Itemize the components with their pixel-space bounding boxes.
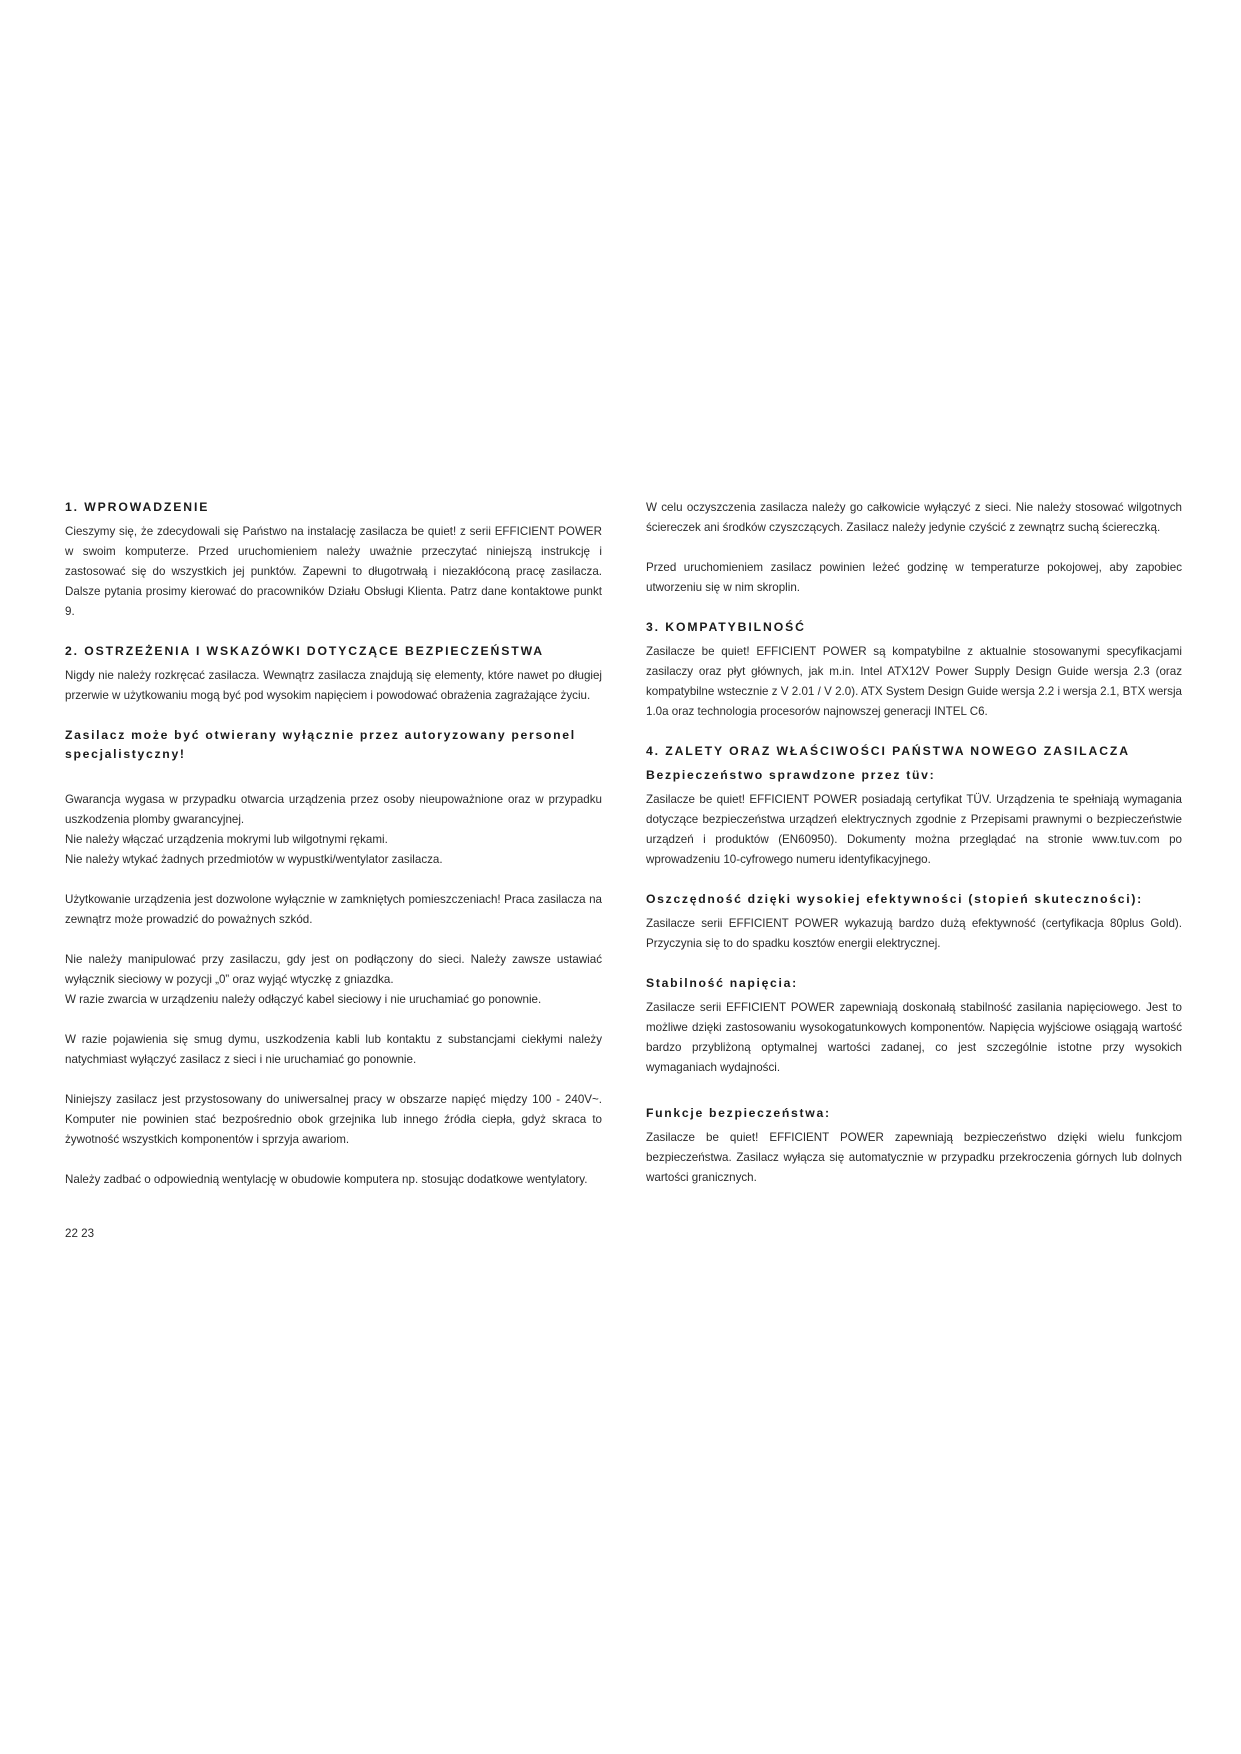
safety-functions-heading: Funkcje bezpieczeństwa:: [646, 1106, 831, 1120]
section-3-title: 3. KOMPATYBILNOŚĆ: [646, 620, 806, 634]
ventilation-paragraph: Należy zadbać o odpowiednią wentylację w obudowie komputera np. stosując dodatkowe wentylatory.: [65, 1173, 588, 1186]
short-circuit-paragraph: W razie zwarcia w urządzeniu należy odłączyć kabel sieciowy i nie uruchamiać go ponownie.: [65, 993, 542, 1006]
compatibility-paragraph: Zasilacze be quiet! EFFICIENT POWER są kompatybilne z aktualnie stosowanymi specyfikacjami zasilaczy oraz płyt głównych, jak m.in. Intel ATX12V Power Supply Design Guide wersja 2.3 (oraz kompatybilne wstecznie z V 2.01 / V 2.0). ATX System Design Guide wersja 2.2 i wersja 2.1, BTX wersja 1.0a oraz technologia procesorów najnowszej generacji INTEL C6.: [646, 645, 1182, 718]
disconnect-paragraph: Nie należy manipulować przy zasilaczu, gdy jest on podłączony do sieci. Należy zawsze ustawiać wyłącznik sieciowy w pozycji „0” oraz wyjąć wtyczkę z gniazdka.: [65, 953, 602, 986]
voltage-paragraph: Niniejszy zasilacz jest przystosowany do uniwersalnej pracy w obszarze napięć między 100 - 240V~. Komputer nie powinien stać bezpośrednio obok grzejnika lub innego źródła ciepła, gdyż skraca to żywotność wszystkich komponentów i sprzyja awariom.: [65, 1093, 602, 1146]
warranty-paragraph: Gwarancja wygasa w przypadku otwarcia urządzenia przez osoby nieupoważnione oraz w przypadku uszkodzenia plomby gwarancyjnej.: [65, 793, 602, 826]
cleaning-paragraph: W celu oczyszczenia zasilacza należy go całkowicie wyłączyć z sieci. Nie należy stosować wilgotnych ściereczek ani środków czyszczących. Zasilacz należy jedynie czyścić z zewnątrz suchą ściereczką.: [646, 501, 1182, 534]
authorized-personnel-warning: Zasilacz może być otwierany wyłącznie przez autoryzowany personel specjalistyczny!: [65, 728, 576, 761]
section-2-title: 2. OSTRZEŻENIA I WSKAZÓWKI DOTYCZĄCE BEZPIECZEŃSTWA: [65, 644, 545, 658]
right-column: [646, 498, 1182, 1188]
intro-paragraph: Cieszymy się, że zdecydowali się Państwo na instalację zasilacza be quiet! z serii EFFICIENT POWER w swoim komputerze. Przed uruchomieniem należy uważnie przeczytać niniejszą instrukcję i zastosować się do wszystkich jej punktów. Zapewni to długotrwałą i niezakłóconą pracę zasilacza. Dalsze pytania prosimy kierować do pracowników Działu Obsługi Klienta. Patrz dane kontaktowe punkt 9.: [65, 525, 602, 618]
smoke-paragraph: W razie pojawienia się smug dymu, uszkodzenia kabli lub kontaktu z substancjami ciekłymi należy natychmiast wyłączyć zasilacz z sieci i nie uruchamiać go ponownie.: [65, 1033, 602, 1066]
section-1-title: 1. WPROWADZENIE: [65, 500, 210, 514]
objects-warning: Nie należy wtykać żadnych przedmiotów w wypustki/wentylator zasilacza.: [65, 853, 443, 866]
left-column: [65, 498, 602, 1190]
wet-hands-warning: Nie należy włączać urządzenia mokrymi lub wilgotnymi rękami.: [65, 833, 388, 846]
voltage-stability-paragraph: Zasilacze serii EFFICIENT POWER zapewniają doskonałą stabilność zasilania napięciowego. Jest to możliwe dzięki zastosowaniu wysokogatunkowych komponentów. Napięcia wyjściowe osiągają wartość bardzo przybliżoną optymalnej wartości zadanej, co jest szczególnie istotne przy wysokich wymaganiach wydajności.: [646, 1001, 1182, 1074]
efficiency-paragraph: Zasilacze serii EFFICIENT POWER wykazują bardzo dużą efektywność (certyfikacja 80plus Gold). Przyczynia się to do spadku kosztów energii elektrycznej.: [646, 917, 1182, 950]
safety-functions-paragraph: Zasilacze be quiet! EFFICIENT POWER zapewniają bezpieczeństwo dzięki wielu funkcjom bezpieczeństwa. Zasilacz wyłącza się automatycznie w przypadku przekroczenia górnych lub dolnych wartości granicznych.: [646, 1131, 1182, 1184]
tuv-heading: Bezpieczeństwo sprawdzone przez tüv:: [646, 768, 936, 782]
tuv-paragraph: Zasilacze be quiet! EFFICIENT POWER posiadają certyfikat TÜV. Urządzenia te spełniają wymagania dotyczące bezpieczeństwa urządzeń elektrycznych zgodnie z Przepisami prawnymi o bezpieczeństwie urządzeń i produktów (EN60950). Dokumenty można przeglądać na stronie www.tuv.com po wprowadzeniu 10-cyfrowego numeru identyfikacyjnego.: [646, 793, 1182, 866]
efficiency-heading: Oszczędność dzięki wysokiej efektywności (stopień skuteczności):: [646, 892, 1143, 906]
condensation-paragraph: Przed uruchomieniem zasilacz powinien leżeć godzinę w temperaturze pokojowej, aby zapobiec utworzeniu się w nim skroplin.: [646, 561, 1182, 594]
voltage-stability-heading: Stabilność napięcia:: [646, 976, 798, 990]
section-4-title: 4. ZALETY ORAZ WŁAŚCIWOŚCI PAŃSTWA NOWEGO ZASILACZA: [646, 744, 1130, 758]
indoor-use-paragraph: Użytkowanie urządzenia jest dozwolone wyłącznie w zamkniętych pomieszczeniach! Praca zasilacza na zewnątrz może prowadzić do poważnych szkód.: [65, 893, 602, 926]
warning-paragraph-open: Nigdy nie należy rozkręcać zasilacza. Wewnątrz zasilacza znajdują się elementy, które nawet po długiej przerwie w użytkowaniu mogą być pod wysokim napięciem i powodować obrażenia zagrażające życiu.: [65, 669, 602, 702]
page-numbers: 22 23: [65, 1227, 95, 1240]
